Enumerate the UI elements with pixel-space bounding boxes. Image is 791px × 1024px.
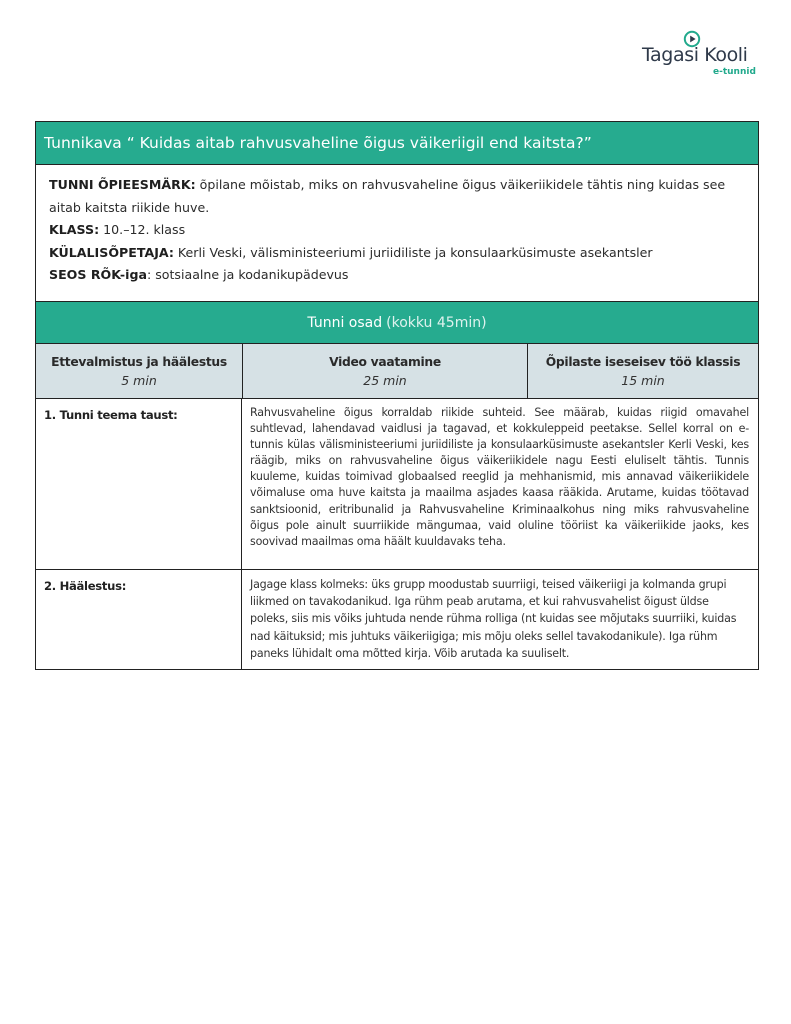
part-column-preparation xyxy=(36,344,242,398)
lesson-info-section xyxy=(36,165,758,302)
part-heading: Ettevalmistus ja häälestus xyxy=(51,354,227,369)
learning-goal-text: õpilane mõistab, miks on rahvusvaheline õigus väikeriikidele tähtis ning kuidas see aitab kaitsta riikide huve. xyxy=(49,177,726,215)
part-column-independent-work xyxy=(527,344,758,398)
row-label: 1. Tunni teema taust: xyxy=(36,399,242,569)
curriculum-link-label: SEOS RÕK-iga xyxy=(49,267,147,282)
part-duration: 5 min xyxy=(121,372,157,388)
lesson-parts-title: Tunni osad xyxy=(307,314,383,331)
part-duration: 15 min xyxy=(621,372,665,388)
row-text: Rahvusvaheline õigus korraldab riikide suhteid. See määrab, kuidas riigid omavahel suhtlevad, lahendavad vaidlusi ja tagavad, et kokkuleppeid peetakse. Sellel korral on e-tunnis külas välisministeeriumi juriidiliste ja konsulaarküsimuste asekantsler Kerli Veski, kes räägib, miks on rahvusvaheline õigus väikeriikidele nagu Eesti eluliselt tähtis. Tunnis kuuleme, kuidas toimivad globaalsed reeglid ja mehhanismid, mis annavad väikeriikidele võimaluse oma huve kaitsta ja maailma asjades kaasa rääkida. Arutame, kuidas töötavad sanktsioonid, eritribunalid ja Rahvusvaheline Kriminaalkohus ning miks rahvusvaheline õigus pole ainult suurriikide mängumaa, vaid oluline tööriist ka väikeriikide jaoks, kes soovivad maailmas oma häält kuuldavaks teha. xyxy=(250,406,749,548)
lesson-plan-title-bar xyxy=(36,122,758,165)
part-column-video xyxy=(242,344,527,398)
logo-wordmark: Tagasi Kooli xyxy=(642,44,748,66)
learning-goal-label: TUNNI ÕPIEESMÄRK: xyxy=(49,177,196,192)
lesson-plan-table xyxy=(35,121,759,670)
lesson-parts-header xyxy=(36,344,758,399)
table-row-warmup xyxy=(36,569,758,669)
curriculum-link-text: : sotsiaalne ja kodanikupädevus xyxy=(146,267,349,282)
tagasi-kooli-logo xyxy=(640,28,758,78)
part-heading: Video vaatamine xyxy=(329,354,441,369)
part-duration: 25 min xyxy=(363,372,407,388)
lesson-parts-total: (kokku 45min) xyxy=(386,314,487,331)
curriculum-link xyxy=(49,264,745,287)
class-text: 10.–12. klass xyxy=(99,222,186,237)
row-label: 2. Häälestus: xyxy=(36,570,242,669)
class-label: KLASS: xyxy=(49,222,100,237)
row-text: Jagage klass kolmeks: üks grupp moodustab suurriigi, teised väikeriigi ja kolmanda grupi liikmed on tavakodanikud. Iga rühm peab arutama, et kui rahvusvahelist õigust üldse poleks, siis mis võiks juhtuda nende rühma rolliga (nt kuidas see mõjutaks suurriiki, kuidas nad käituksid; mis juhtuks väikeriigiga; mis mõju oleks sellel tavakodanikule). Iga rühm paneks lühidalt oma mõtted kirja. Võib arutada ka suuliselt. xyxy=(250,578,737,660)
lesson-plan-title: Tunnikava “ Kuidas aitab rahvusvaheline õigus väikeriigil end kaitsta?” xyxy=(44,134,592,152)
guest-teacher-text: Kerli Veski, välisministeeriumi juriidiliste ja konsulaarküsimuste asekantsler xyxy=(173,244,653,260)
logo-subtitle: e-tunnid xyxy=(713,67,756,77)
learning-goal xyxy=(49,174,745,219)
guest-teacher xyxy=(49,242,745,265)
table-row-topic-background xyxy=(36,399,758,569)
lesson-parts-bar xyxy=(36,302,758,344)
guest-teacher-label: KÜLALISÕPETAJA: xyxy=(49,244,174,260)
part-heading: Õpilaste iseseisev töö klassis xyxy=(545,354,741,369)
class-level xyxy=(49,219,745,242)
